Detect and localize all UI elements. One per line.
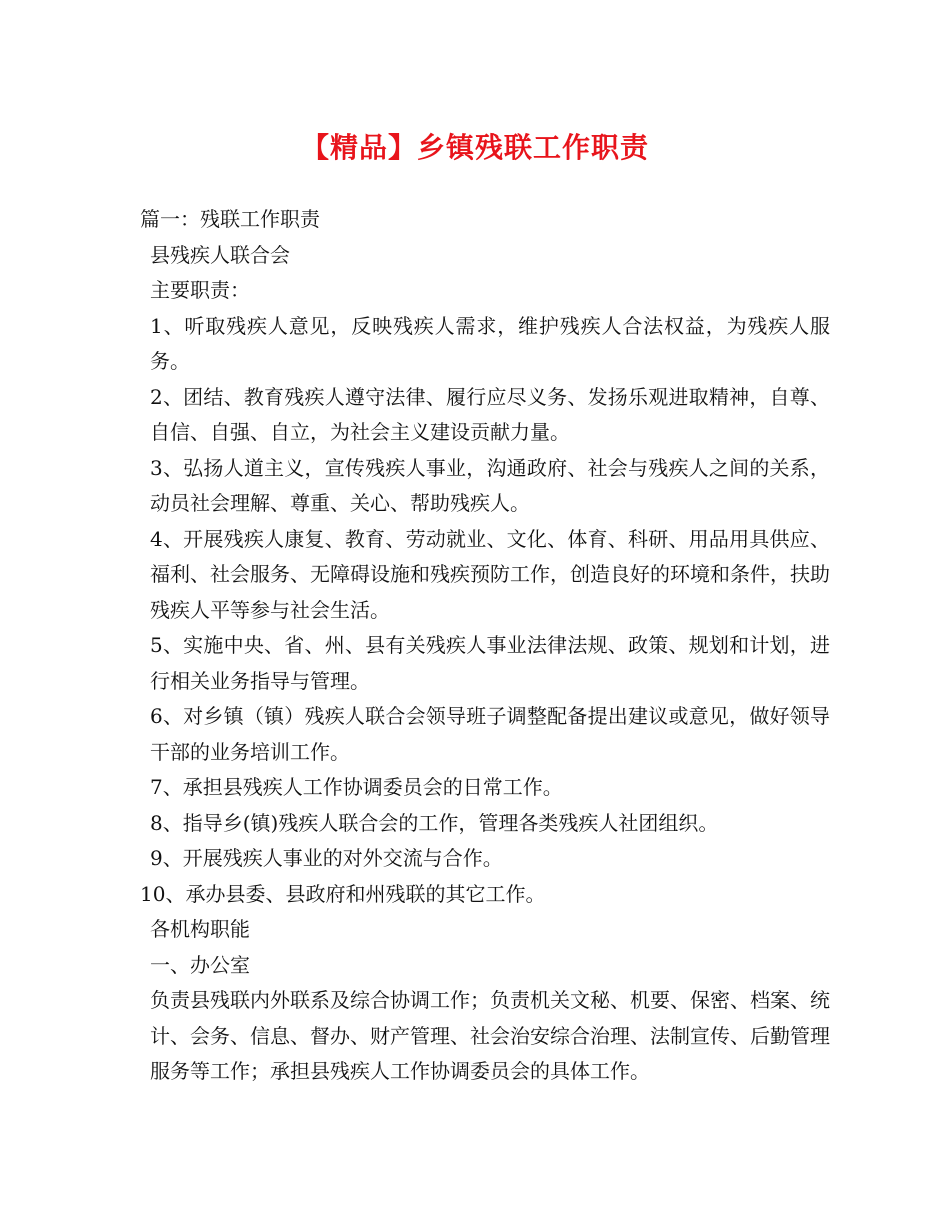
paragraph-duty-7: 7、承担县残疾人工作协调委员会的日常工作。 (150, 775, 563, 799)
paragraph-duty-6: 6、对乡镇（镇）残疾人联合会领导班子调整配备提出建议或意见，做好领导干部的业务培训工作。 (150, 704, 830, 764)
paragraph-office-heading: 一、办公室 (150, 952, 250, 977)
paragraph-main-duties-label: 主要职责： (150, 278, 250, 302)
paragraph-duty-9: 9、开展残疾人事业的对外交流与合作。 (150, 846, 503, 870)
paragraph-departments-heading: 各机构职能 (150, 917, 250, 941)
paragraph-duty-2: 2、团结、教育残疾人遵守法律、履行应尽义务、发扬乐观进取精神，自尊、自信、自强、自立，为社会主义建设贡献力量。 (150, 384, 830, 444)
paragraph-section-heading: 篇一：残联工作职责 (140, 207, 320, 231)
paragraph-org-name: 县残疾人联合会 (150, 242, 290, 267)
paragraph-duty-8: 8、指导乡(镇)残疾人联合会的工作，管理各类残疾人社团组织。 (150, 810, 719, 835)
paragraph-office-duties: 负责县残联内外联系及综合协调工作；负责机关文秘、机要、保密、档案、统计、会务、信息、督办、财产管理、社会治安综合治理、法制宣传、后勤管理服务等工作；承担县残疾人工作协调委员会的具体工作。 (150, 988, 830, 1083)
paragraph-duty-5: 5、实施中央、省、州、县有关残疾人事业法律法规、政策、规划和计划，进行相关业务指导与管理。 (150, 633, 830, 693)
paragraph-duty-4: 4、开展残疾人康复、教育、劳动就业、文化、体育、科研、用品用具供应、福利、社会服务、无障碍设施和残疾预防工作，创造良好的环境和条件，扶助残疾人平等参与社会生活。 (150, 526, 830, 622)
document-title: 【精品】乡镇残联工作职责 (300, 131, 649, 164)
paragraph-duty-10: 10、承办县委、县政府和州残联的其它工作。 (140, 881, 546, 906)
paragraph-duty-1: 1、听取残疾人意见，反映残疾人需求，维护残疾人合法权益，为残疾人服务。 (150, 313, 830, 373)
document-body (140, 202, 830, 1090)
paragraph-duty-3: 3、弘扬人道主义，宣传残疾人事业，沟通政府、社会与残疾人之间的关系，动员社会理解、尊重、关心、帮助残疾人。 (150, 455, 830, 515)
